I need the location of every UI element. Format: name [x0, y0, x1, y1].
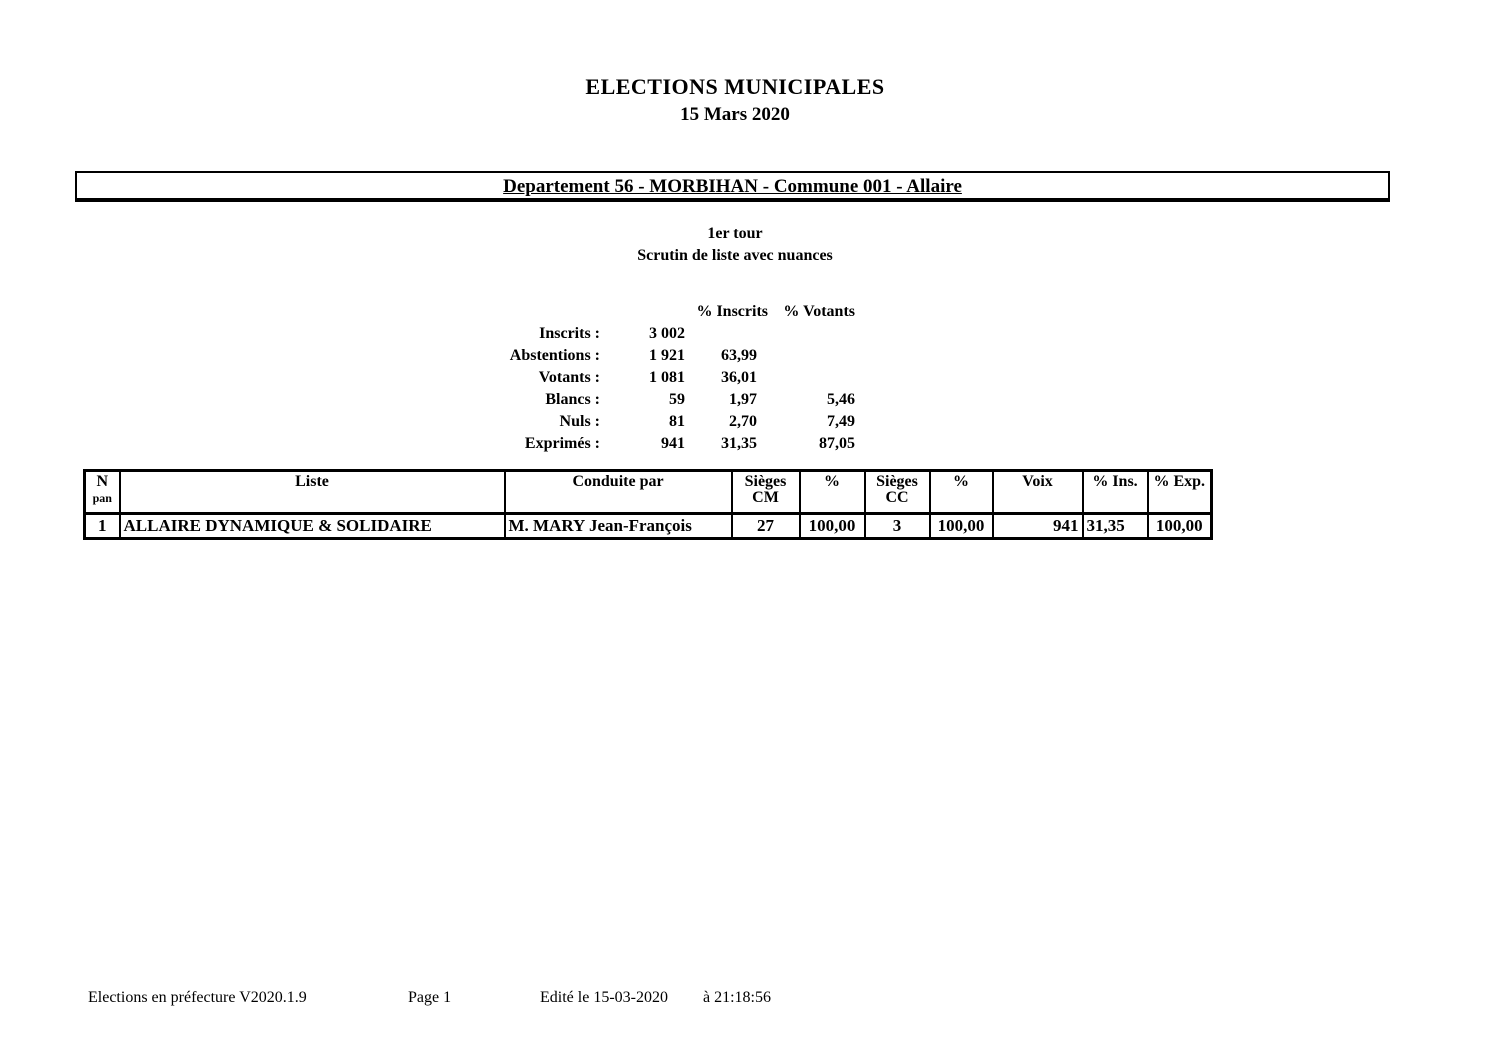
stats-row-votants: [370, 369, 855, 391]
cell-pct-cm: 100,00: [800, 514, 865, 539]
cell-n-pan: 1: [85, 514, 120, 539]
stat-pct-votants: 87,05: [819, 435, 855, 452]
col-header-text: N: [96, 473, 109, 490]
col-header-liste: [120, 471, 505, 514]
stat-label: Inscrits :: [539, 325, 600, 342]
stat-label: Exprimés :: [524, 435, 600, 452]
footer-edited-date: Edité le 15-03-2020: [540, 989, 668, 1006]
col-header-pct-ins: [1083, 471, 1148, 514]
col-header-text: Sièges: [876, 473, 918, 490]
col-header-sieges-cm: [732, 471, 800, 514]
department-banner: Departement 56 - MORBIHAN - Commune 001 - Allaire: [503, 176, 962, 197]
results-header-row: [85, 471, 1212, 514]
stat-label: Votants :: [538, 369, 600, 386]
footer-edited-time: à 21:18:56: [703, 989, 771, 1006]
cell-pct-ins: 31,35: [1083, 514, 1148, 539]
stat-pct-inscrits: 31,35: [721, 435, 757, 452]
cell-sieges-cm: 27: [732, 514, 800, 539]
stat-count: 941: [661, 435, 685, 452]
col-header-text: Sièges: [744, 473, 787, 490]
stats-row-exprimes: [370, 435, 855, 457]
stat-count: 1 081: [649, 369, 685, 386]
stat-pct-inscrits: 2,70: [729, 413, 757, 430]
col-header-text: %: [953, 473, 969, 490]
col-header-conduite-par: [505, 471, 732, 514]
page-title: ELECTIONS MUNICIPALES: [585, 74, 885, 99]
footer-page-number: Page 1: [408, 989, 452, 1006]
col-header-pct-cc: [930, 471, 993, 514]
cell-conduite-par: M. MARY Jean-François: [505, 514, 732, 539]
stat-label: Nuls :: [559, 413, 600, 430]
col-header-subtext: CM: [752, 489, 779, 506]
col-header-pct-exp: [1148, 471, 1212, 514]
col-header-voix: [993, 471, 1083, 514]
stat-pct-votants: 5,46: [827, 391, 855, 408]
stat-count: 81: [669, 413, 685, 430]
col-header-text: % Exp.: [1153, 473, 1206, 490]
stats-header-row: [370, 303, 855, 325]
results-table: [83, 469, 1213, 540]
result-row: [85, 514, 1212, 539]
stats-row-nuls: [370, 413, 855, 435]
stat-pct-inscrits: 1,97: [729, 391, 757, 408]
stats-row-inscrits: [370, 325, 855, 347]
round-label: 1er tour: [707, 225, 763, 242]
col-header-n-pan: [85, 471, 120, 514]
cell-liste: ALLAIRE DYNAMIQUE & SOLIDAIRE: [120, 514, 505, 539]
col-header-text: Liste: [295, 473, 329, 490]
cell-sieges-cc: 3: [865, 514, 930, 539]
participation-stats: [370, 303, 855, 457]
cell-voix: 941: [993, 514, 1083, 539]
col-header-text: Conduite par: [572, 473, 664, 490]
stat-label: Abstentions :: [509, 347, 600, 364]
stat-pct-votants: 7,49: [827, 413, 855, 430]
ballot-mode-label: Scrutin de liste avec nuances: [637, 247, 833, 264]
cell-pct-cc: 100,00: [930, 514, 993, 539]
stat-count: 1 921: [649, 347, 685, 364]
stat-label: Blancs :: [545, 391, 600, 408]
stat-pct-inscrits: 63,99: [721, 347, 757, 364]
page-date: 15 Mars 2020: [680, 104, 790, 125]
col-header-sieges-cc: [865, 471, 930, 514]
cell-pct-exp: 100,00: [1148, 514, 1212, 539]
stat-count: 59: [669, 391, 685, 408]
department-banner-box: [75, 171, 1390, 202]
title-block: [0, 74, 1470, 126]
stats-row-abstentions: [370, 347, 855, 369]
col-header-subtext: CC: [885, 489, 909, 506]
col-header-text: Voix: [1022, 473, 1053, 490]
stats-header-pct-inscrits: % Inscrits: [696, 303, 768, 320]
col-header-text: %: [824, 473, 840, 490]
footer-app-version: Elections en préfecture V2020.1.9: [88, 989, 307, 1006]
stat-count: 3 002: [649, 325, 685, 342]
col-header-pct-cm: [800, 471, 865, 514]
round-block: [0, 223, 1470, 267]
stat-pct-inscrits: 36,01: [721, 369, 757, 386]
col-header-text: % Ins.: [1092, 473, 1138, 490]
stats-row-blancs: [370, 391, 855, 413]
stats-header-pct-votants: % Votants: [783, 303, 855, 320]
col-header-subtext: pan: [92, 491, 112, 505]
